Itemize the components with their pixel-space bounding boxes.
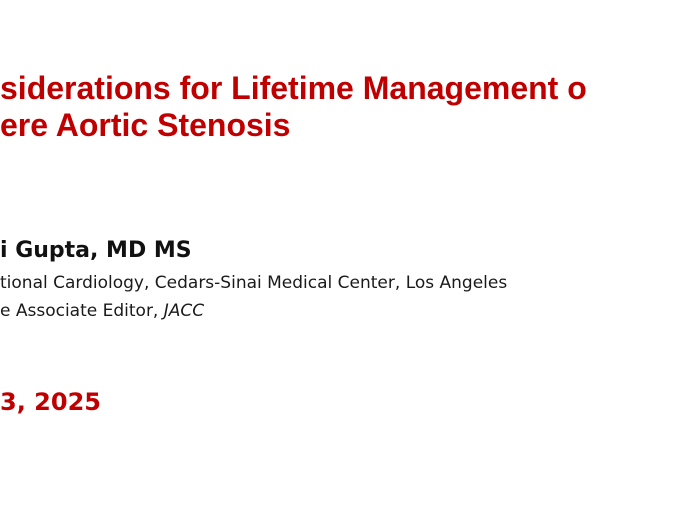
slide-title [0, 70, 587, 144]
journal-name: JACC [163, 301, 205, 321]
presenter-name: i Gupta, MD MS [0, 238, 192, 263]
affiliation-line-2 [0, 299, 204, 323]
slide-title-line-2: ere Aortic Stenosis [0, 107, 291, 143]
presentation-date: 3, 2025 [0, 388, 101, 416]
slide-title-line-1: siderations for Lifetime Management o [0, 70, 587, 106]
affiliation-line-1: tional Cardiology, Cedars-Sinai Medical Center, Los Angeles [0, 273, 508, 293]
affiliation-role: e Associate Editor, [0, 301, 164, 321]
